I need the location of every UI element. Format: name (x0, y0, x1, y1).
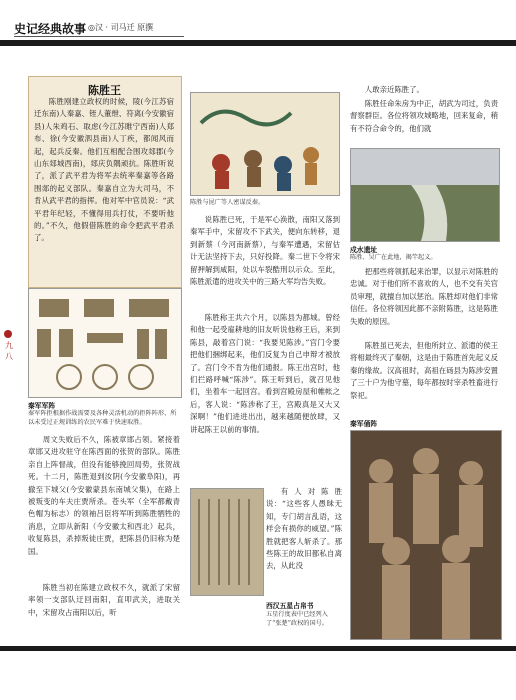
silk-manuscript-image (190, 488, 264, 596)
side-marker-icon (4, 330, 12, 338)
column-3-text-b: 陈胜任命朱房为中正，胡武为司过，负责督察群臣。各位将领攻城略地，回来复命，稍有不符合命令的，他们就 (350, 99, 498, 133)
story-box-text: 陈胜刚建立政权的时候，陵(今江苏宿迁东南)人秦嘉、铚人董绁、符离(今安徽宿县)人朱鸡石、取虑(今江苏睢宁西南)人郑布、徐(今安徽泗县南)人丁疾，都闻风而起，起兵反秦。他们互相配合围攻郯郡(今山东郯城西南)，郯庆负隅顽抗。陈胜听说了，派了武平君为将军去统率秦嘉等各路围郯的起义部队。秦嘉自立为大司马，不肯从武平君的指挥。他对军中官员说：“武平君年纪轻，不懂得用兵打仗，不要听他的。”不久，他假借陈胜的命令把武平君杀了。 (34, 97, 174, 243)
terracotta-title: 秦军俑阵 (350, 420, 378, 428)
formation-drawing (29, 289, 181, 397)
silk-title: 西汉五星占帛书 (266, 602, 314, 610)
header-bar (0, 40, 516, 46)
column-3-text-c: 把那些将领抓起来治罪，以显示对陈胜的忠诚。对于他们所不喜欢的人，也不交有关官员审理，就擅自加以惩治。陈胜却对他们非常信任。各位将领因此都不亲附陈胜，这是陈胜失败的原因。 (350, 267, 498, 326)
canal-caption: 陈胜、吴广在此地，揭竿起义。 (350, 254, 437, 261)
canal-site-photo (350, 148, 500, 242)
book-title: 史记经典故事 (14, 22, 87, 36)
canal-site-drawing (351, 149, 499, 241)
column-2-text-b: 陈胜称王共六个月，以陈县为都城。曾经和他一起受雇耕地的旧友听说他称王后，来到陈县，敲着宫门说：“我要见陈涉。”宫门令要把他们捆绑起来，他们反复为自己申辩才被放了。宫门令不肯为他们通报。陈王出宫时，他们拦路呼喊“陈涉”。陈王听到后，就召见他们，坐着车一起回宫。看到宫殿房屋和帷帐之后，客人说：“陈涉称了王，宫殿真是又大又深啊！”他们进进出出，越来越随便放肆，又讲起陈王以前的事情。 (190, 313, 340, 434)
column-1-text-a: 周文失败后不久，陈被章邯占领。紧接着章邯又进攻驻守在陈西面的张贺的部队。陈胜亲自上阵督战，但没有能够挽回局势，张贺战死。十二月，陈胜退到汝阴(今安徽阜阳)，再撤至下城父(今安徽蒙县东南城父集)，在路上被叛变的车夫庄贾所杀。苍头军（全军都戴青色帽为标志）的领袖吕臣将军听到陈胜牺牲的消息，立即从新阳（今安徽太和西北）起兵，收复陈县，杀掉叛徒庄贾，把陈县仍旧称为楚国。 (28, 435, 180, 556)
silk-manuscript-drawing (191, 489, 263, 595)
column-2-text-a: 说陈胜已死，于是军心涣散，南阳又落到秦军手中，宋留攻不下武关，便向东转移，退到新蔡（今河南新蔡），与秦军遭遇，宋留估计无法坚持下去，只好投降。秦二世下令将宋留押解到咸阳，处以车裂酷刑以示众。至此，陈胜派遣的进攻关中的三路大军均告失败。 (190, 215, 340, 287)
silk-caption: 五星行度表中已经列入了“张楚”政权的国号。 (266, 611, 329, 627)
book-subtitle: ◎汉 · 司马迁 原撰 (88, 23, 154, 32)
formation-title: 秦军军阵 (28, 402, 56, 410)
formation-caption: 秦军阵拒根据作战需要及各种灵活机动的拒阵阵形，所以未受过正规训练的农民军难于快速取胜。 (28, 410, 177, 426)
column-3-text-d: 陈胜虽已死去，但他所封立、派遣的侯王将相最终灭了秦朝，这是由于陈胜首先起义反秦的缘故。汉高祖时，高祖在砀县为陈涉安置了三十户为他守墓，每年都按时宰杀牲畜进行祭祀。 (350, 341, 498, 400)
painting-image (190, 92, 340, 196)
terracotta-drawing (351, 431, 501, 639)
column-1-text-b: 陈胜当初在陈建立政权不久，就派了宋留率领一支部队迂回南阳，直叩武关，进取关中，宋留攻占南阳以后，听 (28, 583, 180, 617)
terracotta-photo (350, 430, 502, 640)
header-rule (14, 36, 184, 37)
painting-drawing (191, 93, 339, 195)
painting-caption: 陈胜与昆广等人密谋反秦。 (190, 199, 265, 206)
column-2-text-c: 有人对陈胜说：“这些客人愚昧无知，专门胡言乱语，这样会有损你的威望。”陈胜就把客人斩杀了。那些陈王的故旧都私自离去，从此没 (266, 487, 342, 571)
footer-bar (0, 646, 516, 651)
story-title: 陈胜王 (88, 84, 121, 97)
formation-diagram (28, 288, 182, 398)
column-3-text-a: 人敢亲近陈胜了。 (364, 85, 424, 94)
canal-title: 戍水遗址 (350, 246, 378, 254)
page-number: 九八 (5, 341, 13, 361)
